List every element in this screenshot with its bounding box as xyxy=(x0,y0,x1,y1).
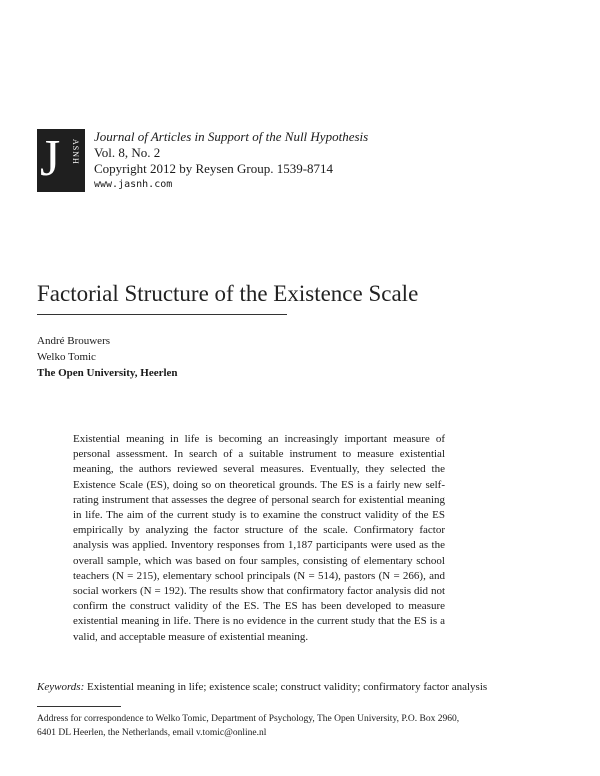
title-divider xyxy=(37,314,287,315)
author-name: André Brouwers xyxy=(37,335,111,347)
journal-logo xyxy=(37,129,85,192)
article-title: Factorial Structure of the Existence Scale xyxy=(37,281,419,306)
footnote-divider xyxy=(37,706,121,707)
keywords-text: Existential meaning in life; existence scale; construct validity; confirmatory factor analysis xyxy=(87,681,488,693)
keywords-label: Keywords: xyxy=(37,681,85,693)
logo-subletters: ASNH xyxy=(71,139,80,165)
logo-letter: J xyxy=(40,130,61,187)
correspondence-footnote xyxy=(37,712,497,740)
journal-volume: Vol. 8, No. 2 xyxy=(94,145,161,160)
footnote-line: Address for correspondence to Welko Tomic, Department of Psychology, The Open University, P.O. Box 2960, xyxy=(37,714,460,724)
abstract: Existential meaning in life is becoming an increasingly important measure of personal assessment. In search of a suitable instrument to measure existential meaning, the authors reviewed several measures. Eventually, they selected the Existence Scale (ES), doing so on theoretical grounds. The ES is a fairly new self-rating instrument that assesses the degree of personal search for existential meaning in life. The aim of the current study is to examine the construct validity of the ES empirically by analyzing the factor structure of the scale. Confirmatory factor analysis was applied. Inventory responses from 1,187 participants were used as the overall sample, which was based on four samples, consisting of elementary school teachers (N = 215), elementary school principals (N = 514), pastors (N = 266), and social workers (N = 192). The results show that confirmatory factor analysis did not confirm the construct validity of the ES. The ES has been developed to measure existential meaning in life. There is no evidence in the current study that the ES is a valid, and acceptable measure of existential meaning. xyxy=(73,433,445,643)
author-affiliation: The Open University, Heerlen xyxy=(37,367,178,379)
journal-name: Journal of Articles in Support of the Null Hypothesis xyxy=(94,129,369,144)
journal-copyright: Copyright 2012 by Reysen Group. 1539-8714 xyxy=(94,161,334,176)
journal-url[interactable]: www.jasnh.com xyxy=(94,179,173,190)
keywords-line xyxy=(37,680,517,695)
journal-info xyxy=(94,129,368,193)
author-name: Welko Tomic xyxy=(37,351,96,363)
author-block xyxy=(37,333,178,381)
footnote-line: 6401 DL Heerlen, the Netherlands, email v.tomic@online.nl xyxy=(37,728,267,738)
